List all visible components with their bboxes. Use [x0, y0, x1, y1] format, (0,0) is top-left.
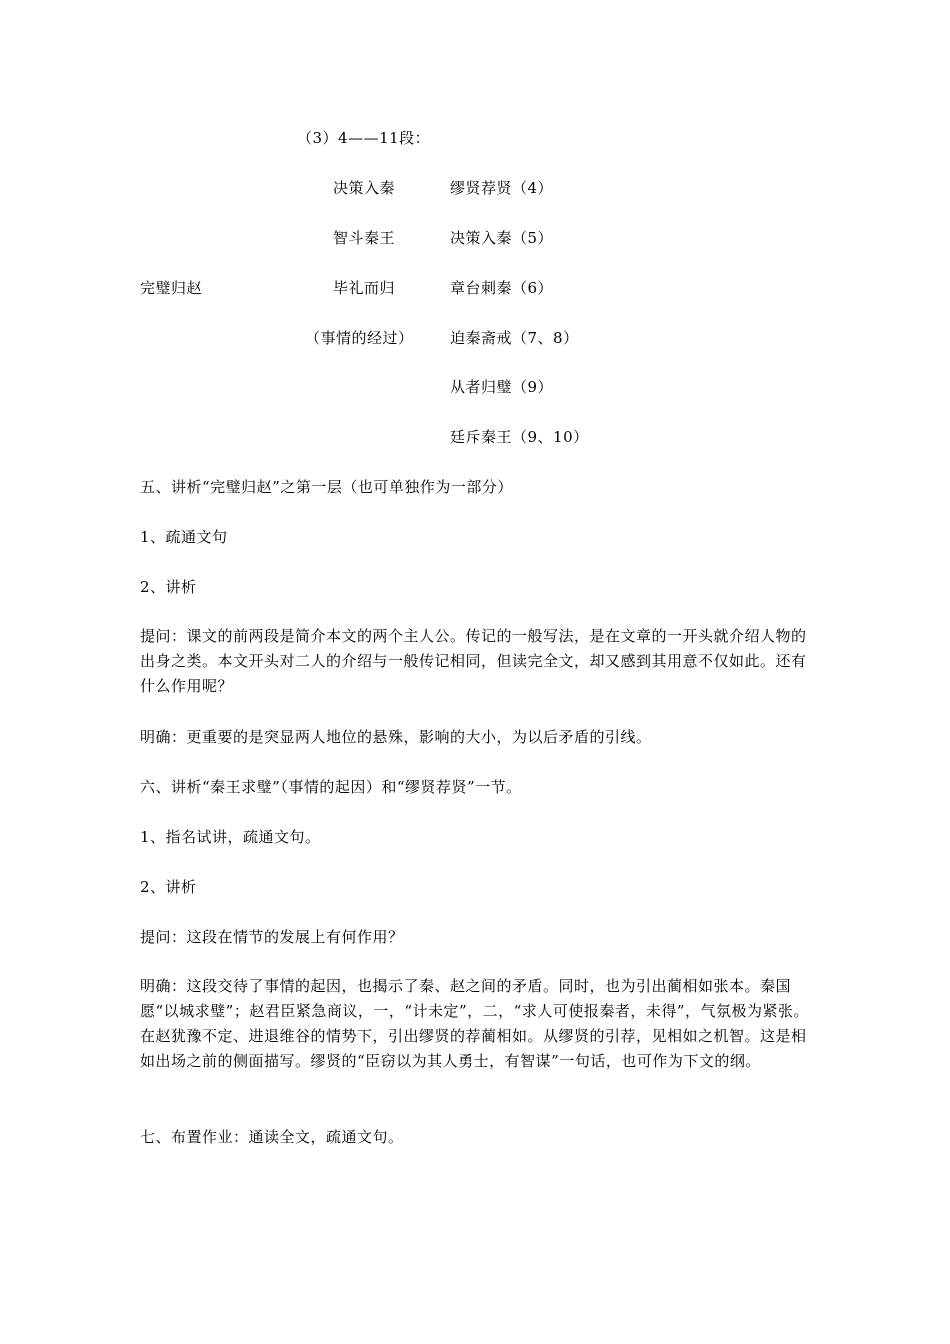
outline-col3-item: 廷斥秦王（9、10）	[450, 428, 589, 446]
outline-col2-item: 毕礼而归	[333, 279, 396, 297]
list-item: 2、讲析	[140, 878, 197, 896]
outline-col3-item: 缪贤荐贤（4）	[450, 179, 554, 197]
section-heading: 七、布置作业：通读全文，疏通文句。	[140, 1128, 404, 1146]
outline-col3-item: 迫秦斋戒（7、8）	[450, 329, 579, 347]
outline-col3-item: 决策入秦（5）	[450, 229, 554, 247]
outline-section-header: （3）4——11段：	[297, 129, 431, 147]
list-item: 2、讲析	[140, 578, 197, 596]
outline-col3-item: 从者归璧（9）	[450, 378, 554, 396]
outline-col2-item: 智斗秦王	[333, 229, 396, 247]
section-heading: 五、讲析“完璧归赵”之第一层（也可单独作为一部分）	[140, 478, 513, 496]
answer-text: 明确：这段交待了事情的起因，也揭示了秦、赵之间的矛盾。同时，也为引出蔺相如张本。秦国愿“以城求璧”；赵君臣紧急商议，一，“计未定”，二，“求人可使报秦者，未得”，气氛极为紧张。在赵犹豫不定、进退维谷的情势下，引出缪贤的荐蔺相如。从缪贤的引荐，见相如之机智。这是相如出场之前的侧面描写。缪贤的“臣窃以为其人勇士，有智谋”一句话，也可作为下文的纲。	[140, 977, 810, 1070]
list-item: 1、疏通文句	[140, 528, 228, 546]
outline-col3-item: 章台刺秦（6）	[450, 279, 554, 297]
answer-paragraph	[140, 974, 820, 1074]
outline-col2-note: （事情的经过）	[305, 329, 414, 347]
outline-main-title: 完璧归赵	[140, 279, 203, 297]
section-heading: 六、讲析“秦王求璧”（事情的起因）和“缪贤荐贤”一节。	[140, 778, 522, 796]
question-text: 提问：课文的前两段是简介本文的两个主人公。传记的一般写法，是在文章的一开头就介绍人物的出身之类。本文开头对二人的介绍与一般传记相同，但读完全文，却又感到其用意不仅如此。还有什么作用呢？	[140, 627, 807, 695]
question-paragraph	[140, 624, 820, 699]
list-item: 1、指名试讲，疏通文句。	[140, 828, 321, 846]
outline-col2-item: 决策入秦	[333, 179, 396, 197]
answer-paragraph: 明确：更重要的是突显两人地位的悬殊，影响的大小，为以后矛盾的引线。	[140, 728, 652, 746]
question-paragraph: 提问：这段在情节的发展上有何作用？	[140, 928, 404, 946]
